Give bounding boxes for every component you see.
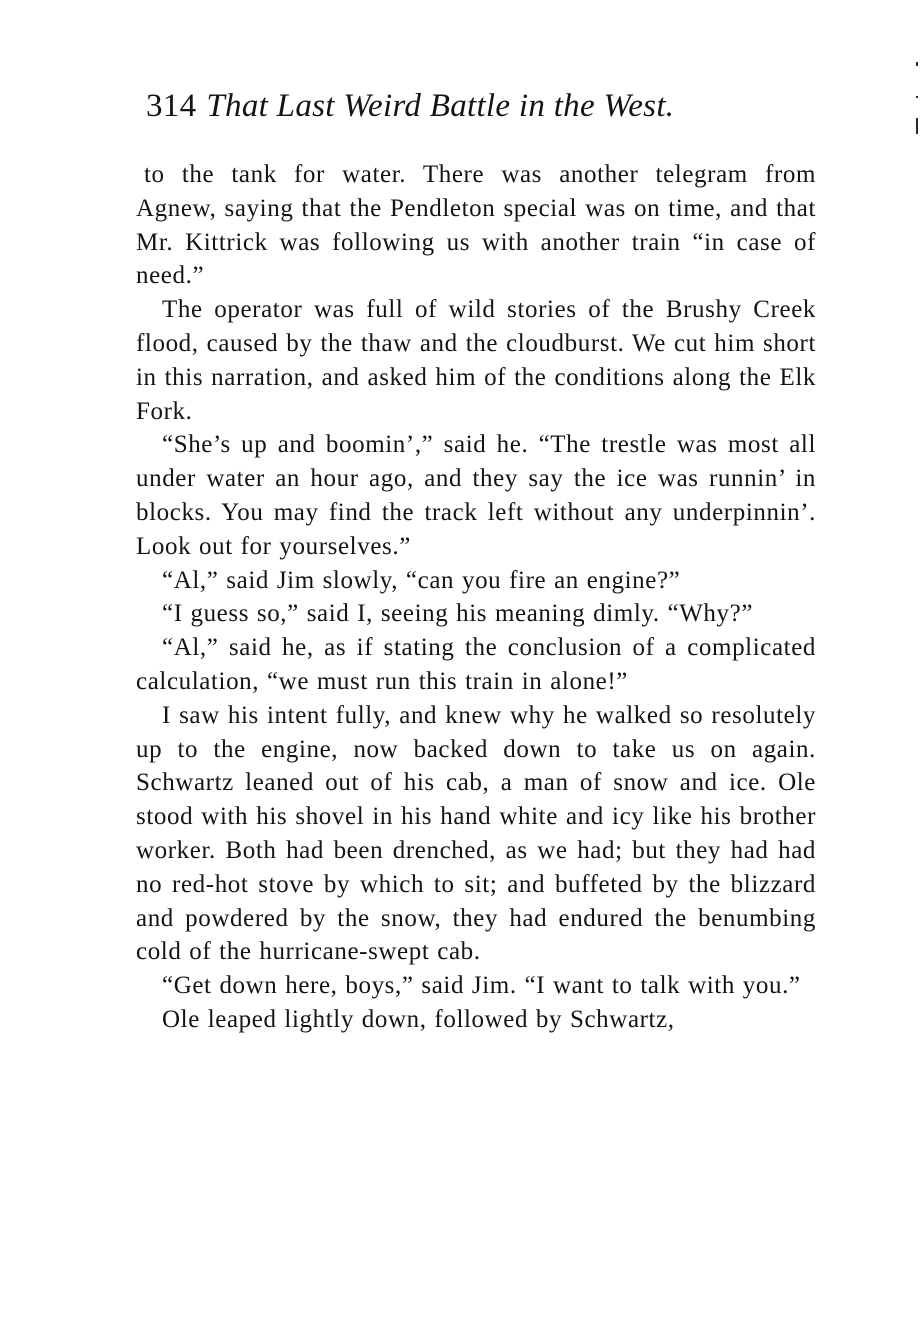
page-number: 314 xyxy=(146,88,197,124)
body-text xyxy=(136,158,816,1037)
running-title: That Last Weird Battle in the West. xyxy=(206,88,675,124)
paragraph: I saw his intent fully, and knew why he walked so resolutely up to the engine, now backed down to take us on again. Schwartz leaned out of his cab, a man of snow and ice. Ole stood with his shovel in his hand white and icy like his brother worker. Both had been drenched, as we had; but they had had no red-hot stove by which to sit; and buffeted by the blizzard and powdered by the snow, they had endured the benumbing cold of the hurricane-swept cab. xyxy=(136,701,816,966)
scan-edge-mark xyxy=(916,118,918,134)
paragraph: Ole leaped lightly down, followed by Schwartz, xyxy=(162,1005,675,1033)
scan-edge-mark xyxy=(916,62,918,66)
paragraph: The operator was full of wild stories of the Brushy Creek flood, caused by the thaw and the cloudburst. We cut him short in this narration, and asked him of the conditions along the Elk Fork. xyxy=(136,296,816,425)
paragraph: to the tank for water. There was another telegram from Agnew, saying that the Pendleton special was on time, and that Mr. Kittrick was following us with another train “in case of need.” xyxy=(136,161,816,290)
paragraph: “Get down here, boys,” said Jim. “I want to talk with you.” xyxy=(162,972,801,1000)
scan-edge-mark xyxy=(916,96,918,98)
running-head xyxy=(146,86,826,126)
paragraph: “Al,” said Jim slowly, “can you fire an engine?” xyxy=(162,566,681,594)
paragraph: “Al,” said he, as if stating the conclusion of a complicated calculation, “we must run this train in alone!” xyxy=(136,634,816,695)
paragraph: “She’s up and boomin’,” said he. “The trestle was most all under water an hour ago, and they say the ice was runnin’ in blocks. You may find the track left without any underpinnin’. Look out for yourselves.” xyxy=(136,431,816,560)
paragraph: “I guess so,” said I, seeing his meaning dimly. “Why?” xyxy=(162,600,754,628)
